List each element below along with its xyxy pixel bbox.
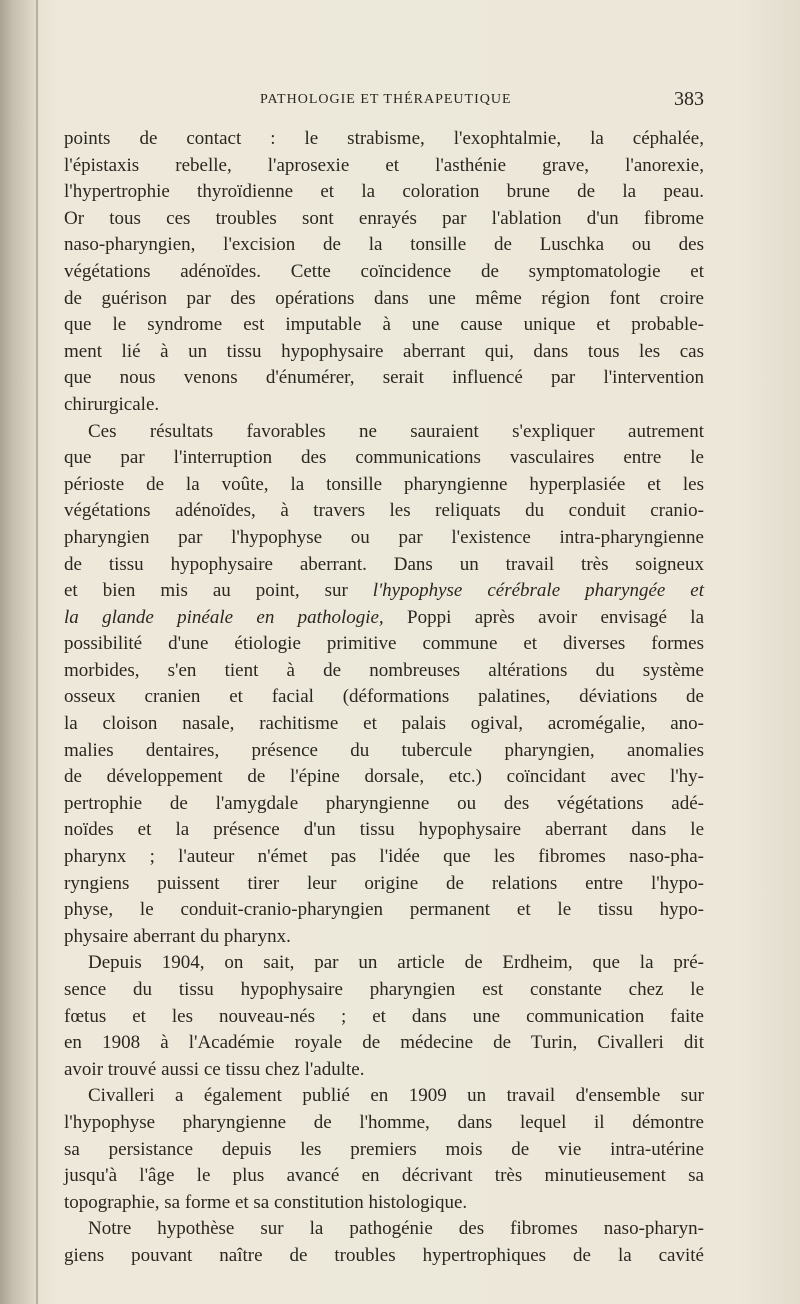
cited-title-part-2: la glande pinéale en pathologie, [64,606,384,628]
text-line: périoste de la voûte, la tonsille pharyngienne hyperplasiée et les [64,473,704,495]
text-line: l'hypertrophie thyroïdienne et la coloration brune de la peau. [64,181,704,203]
mixed-text-line [64,578,704,605]
text-line: pharyngien par l'hypophyse ou par l'existence intra-pharyngienne [64,526,704,548]
text-line: malies dentaires, présence du tubercule pharyngien, anomalies [64,739,704,761]
text-line: noïdes et la présence d'un tissu hypophysaire aberrant dans le [64,819,704,841]
text-line: de développement de l'épine dorsale, etc.) coïncidant avec l'hy- [64,766,704,788]
line-roman-part: Poppi après avoir envisagé la [407,606,705,628]
paragraph-end-line: avoir trouvé aussi ce tissu chez l'adulte. [64,1058,365,1080]
text-line: végétations adénoïdes, à travers les reliquats du conduit cranio- [64,500,704,522]
text-line: jusqu'à l'âge le plus avancé en décrivant très minutieusement sa [64,1165,704,1187]
text-line: possibilité d'une étiologie primitive commune et diverses formes [64,633,704,655]
text-line: en 1908 à l'Académie royale de médecine de Turin, Civalleri dit [64,1032,704,1054]
text-line: que nous venons d'énumérer, serait influencé par l'intervention [64,367,704,389]
text-line: giens pouvant naître de troubles hypertrophiques de la cavité [64,1244,704,1266]
running-header [64,88,704,112]
paragraph-start-line: Civalleri a également publié en 1909 un travail d'ensemble sur [88,1085,704,1107]
text-line: sence du tissu hypophysaire pharyngien est constante chez le [64,979,704,1000]
cited-title-part-1: l'hypophyse cérébrale pharyngée et [372,580,705,602]
text-line: morbides, s'en tient à de nombreuses altérations du système [64,659,704,681]
page-number: 383 [674,88,704,110]
text-line: que le syndrome est imputable à une cause unique et probable- [64,314,704,336]
paragraph-start-line: Notre hypothèse sur la pathogénie des fibromes naso-pharyn- [88,1218,704,1240]
text-line: physe, le conduit-cranio-pharyngien permanent et le tissu hypo- [64,899,704,921]
text-line: naso-pharyngien, l'excision de la tonsille de Luschka ou des [64,234,704,256]
text-line: végétations adénoïdes. Cette coïncidence de symptomatologie et [64,260,704,282]
text-line: osseux cranien et facial (déformations palatines, déviations de [64,686,704,708]
paragraph-end-line: physaire aberrant du pharynx. [64,925,291,947]
text-line: Or tous ces troubles sont enrayés par l'ablation d'un fibrome [64,207,704,229]
text-line: sa persistance depuis les premiers mois de vie intra-utérine [64,1138,704,1160]
binding-edge [36,0,38,1304]
text-line: ment lié à un tissu hypophysaire aberrant qui, dans tous les cas [64,340,704,362]
text-line: de guérison par des opérations dans une même région font croire [64,287,704,309]
text-line: la cloison nasale, rachitisme et palais ogival, acromégalie, ano- [64,713,704,735]
text-line: l'hypophyse pharyngienne de l'homme, dans lequel il démontre [64,1111,704,1133]
running-title: PATHOLOGIE ET THÉRAPEUTIQUE [260,92,512,107]
mixed-text-line [64,605,704,632]
paragraph-start-line: Depuis 1904, on sait, par un article de Erdheim, que la pré- [88,952,704,974]
text-line: points de contact : le strabisme, l'exophtalmie, la céphalée, [64,128,704,149]
text-line: pharynx ; l'auteur n'émet pas l'idée que les fibromes naso-pha- [64,846,704,868]
book-binding-shadow [0,0,40,1304]
paragraph-end-line: topographie, sa forme et sa constitution histologique. [64,1191,468,1213]
text-line: l'épistaxis rebelle, l'aprosexie et l'asthénie grave, l'anorexie, [64,154,704,176]
text-line: ryngiens puissent tirer leur origine de relations entre l'hypo- [64,872,704,894]
text-line: pertrophie de l'amygdale pharyngienne ou des végétations adé- [64,792,704,814]
body-text [64,126,704,1270]
line-roman-part: et bien mis au point, sur [64,580,348,602]
paragraph-start-line: Ces résultats favorables ne sauraient s'expliquer autrement [88,420,704,442]
paragraph-end-line: chirurgicale. [64,393,160,415]
text-line: fœtus et les nouveau-nés ; et dans une communication faite [64,1005,704,1027]
text-line: que par l'interruption des communications vasculaires entre le [64,447,704,469]
text-line: de tissu hypophysaire aberrant. Dans un travail très soigneux [64,553,704,575]
